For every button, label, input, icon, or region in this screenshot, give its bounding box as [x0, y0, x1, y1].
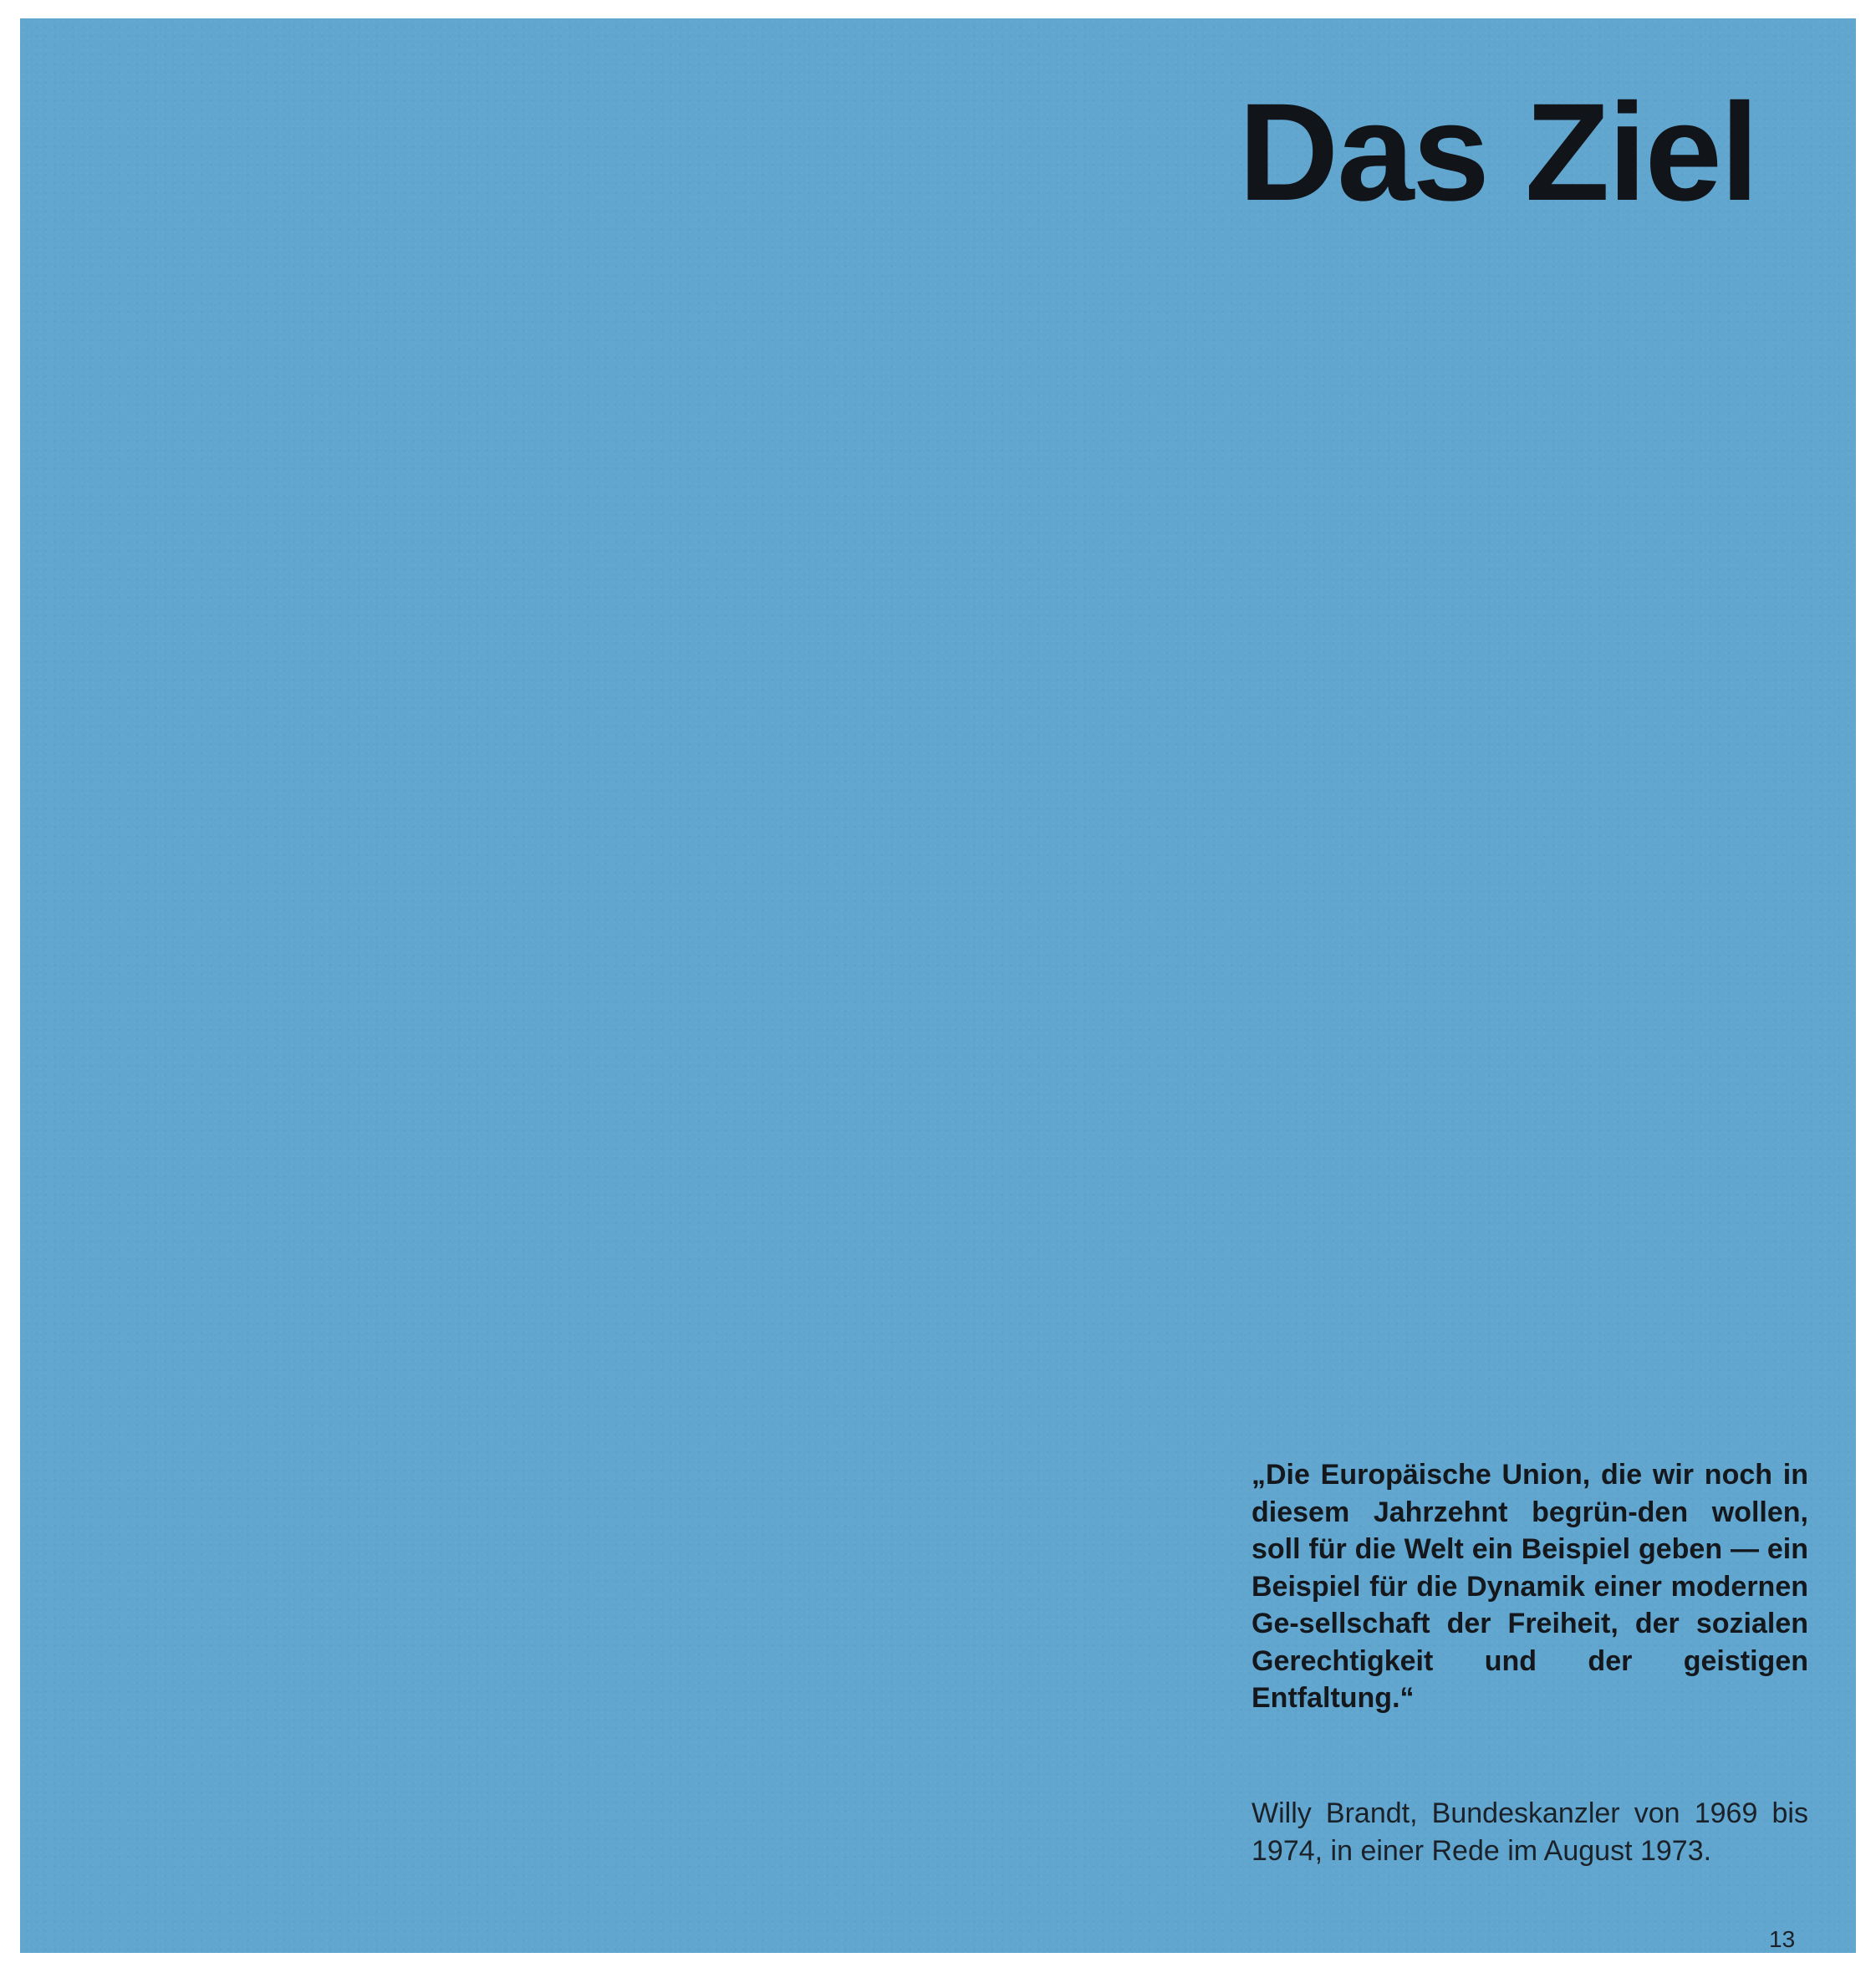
quote-text: „Die Europäische Union, die wir noch in diesem Jahrzehnt begrün-den wollen, soll für die Welt ein Beispiel geben — ein Beispiel für die Dynamik einer modernen Ge-sellschaft der Freiheit, der sozialen Gerechtigkeit und der geistigen Entfaltung.“ — [1252, 1459, 1808, 1714]
quote-attribution: Willy Brandt, Bundeskanzler von 1969 bis 1974, in einer Rede im August 1973. — [1252, 1797, 1808, 1867]
page-number: 13 — [1769, 1926, 1796, 1952]
blue-paper-sheet — [20, 18, 1856, 1953]
page-title: Das Ziel — [1238, 75, 1757, 230]
